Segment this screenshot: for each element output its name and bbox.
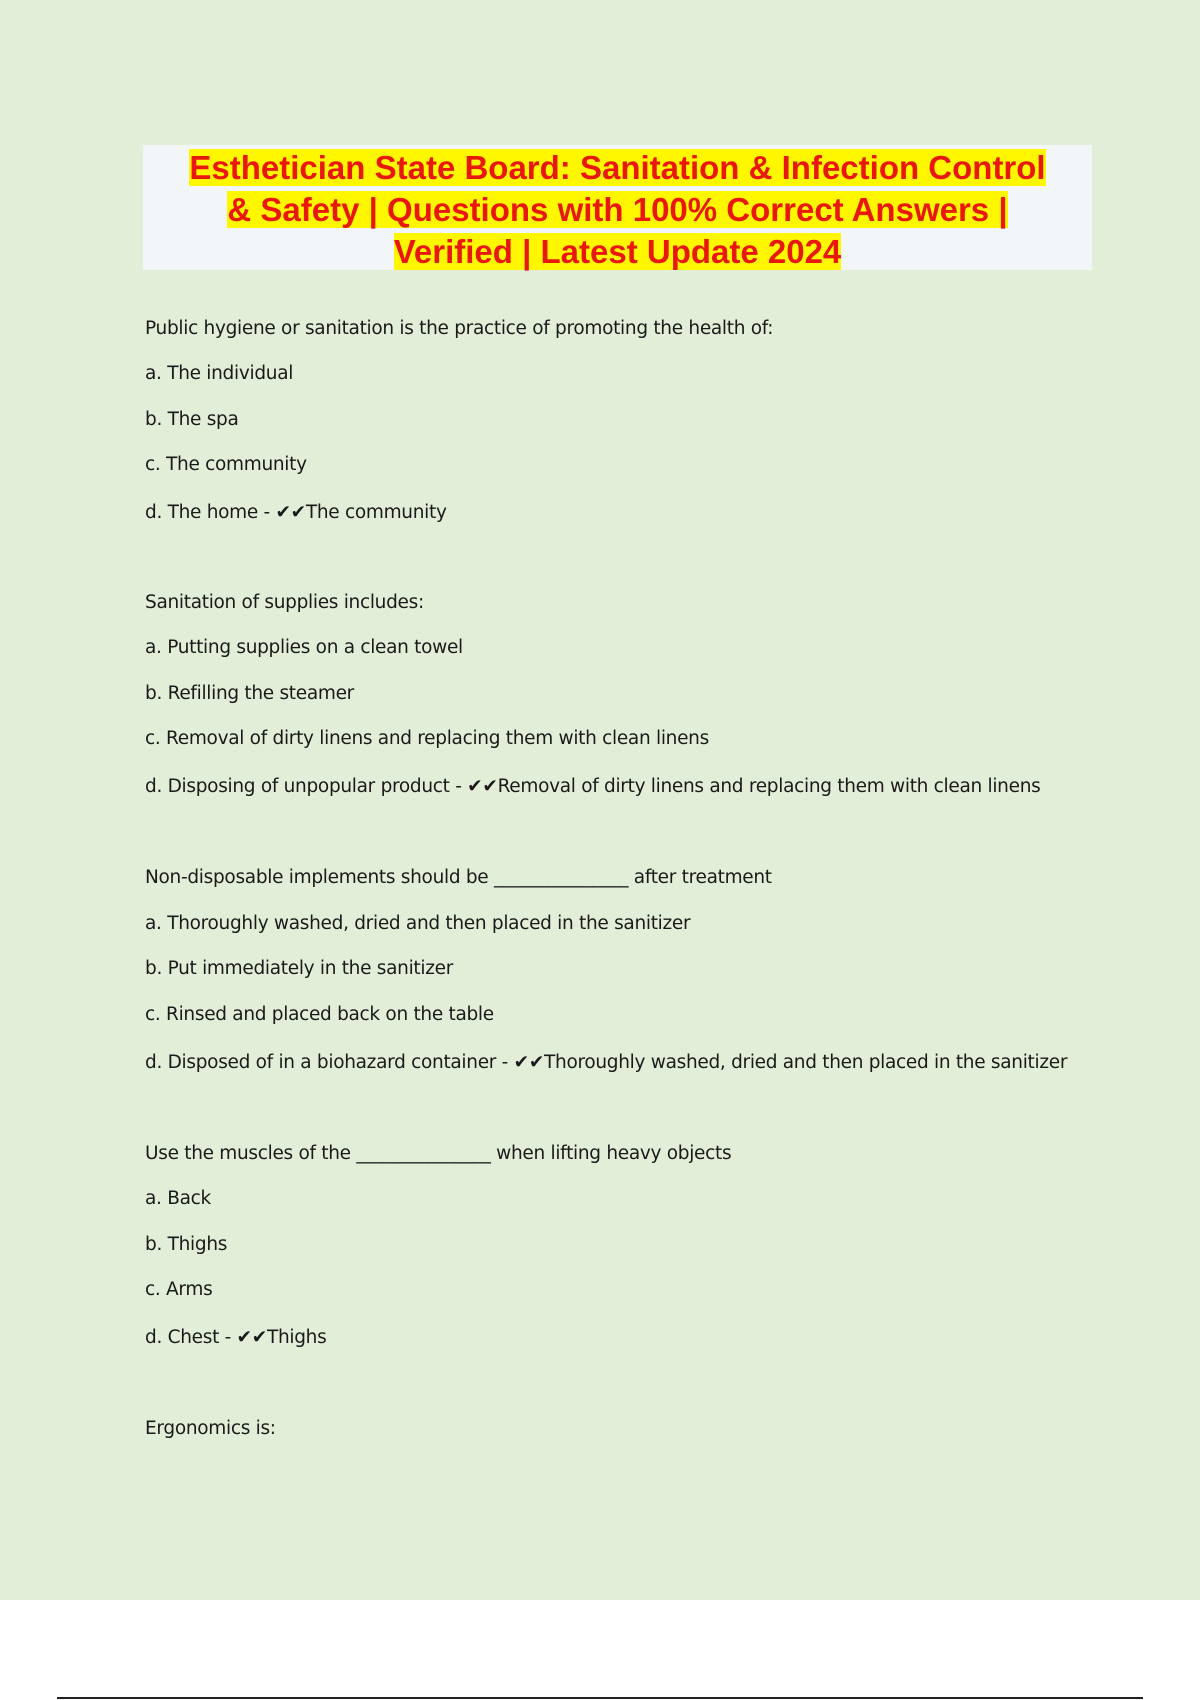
question-prompt: Non-disposable implements should be _______________ after treatment: [145, 867, 772, 888]
question-option: c. Rinsed and placed back on the table: [145, 1004, 494, 1025]
question-prompt: Public hygiene or sanitation is the practice of promoting the health of:: [145, 318, 774, 339]
document-title: [143, 145, 1092, 273]
footer-divider: [57, 1697, 1143, 1699]
question-option: a. The individual: [145, 363, 294, 384]
question-prompt: Sanitation of supplies includes:: [145, 592, 424, 613]
question-option-answer: d. Disposed of in a biohazard container - ✔✔Thoroughly washed, dried and then placed in the sanitizer: [145, 1052, 1068, 1073]
question-option: b. Thighs: [145, 1234, 228, 1255]
question-option: b. Refilling the steamer: [145, 683, 354, 704]
title-box: [143, 145, 1092, 270]
question-option: c. Arms: [145, 1279, 213, 1300]
question-option: a. Back: [145, 1188, 211, 1209]
question-prompt: Ergonomics is:: [145, 1418, 276, 1439]
question-option: a. Thoroughly washed, dried and then placed in the sanitizer: [145, 913, 691, 934]
question-option-answer: d. Disposing of unpopular product - ✔✔Removal of dirty linens and replacing them with clean linens: [145, 776, 1041, 797]
question-option: b. The spa: [145, 409, 239, 430]
title-line-2: & Safety | Questions with 100% Correct Answers |: [227, 191, 1008, 228]
question-option: b. Put immediately in the sanitizer: [145, 958, 454, 979]
question-option: a. Putting supplies on a clean towel: [145, 637, 463, 658]
title-line-1: Esthetician State Board: Sanitation & Infection Control: [189, 149, 1046, 186]
question-option-answer: d. Chest - ✔✔Thighs: [145, 1327, 327, 1348]
question-option: c. The community: [145, 454, 307, 475]
question-prompt: Use the muscles of the _______________ when lifting heavy objects: [145, 1143, 732, 1164]
question-option-answer: d. The home - ✔✔The community: [145, 502, 447, 523]
title-line-3: Verified | Latest Update 2024: [393, 233, 842, 270]
question-option: c. Removal of dirty linens and replacing them with clean linens: [145, 728, 709, 749]
